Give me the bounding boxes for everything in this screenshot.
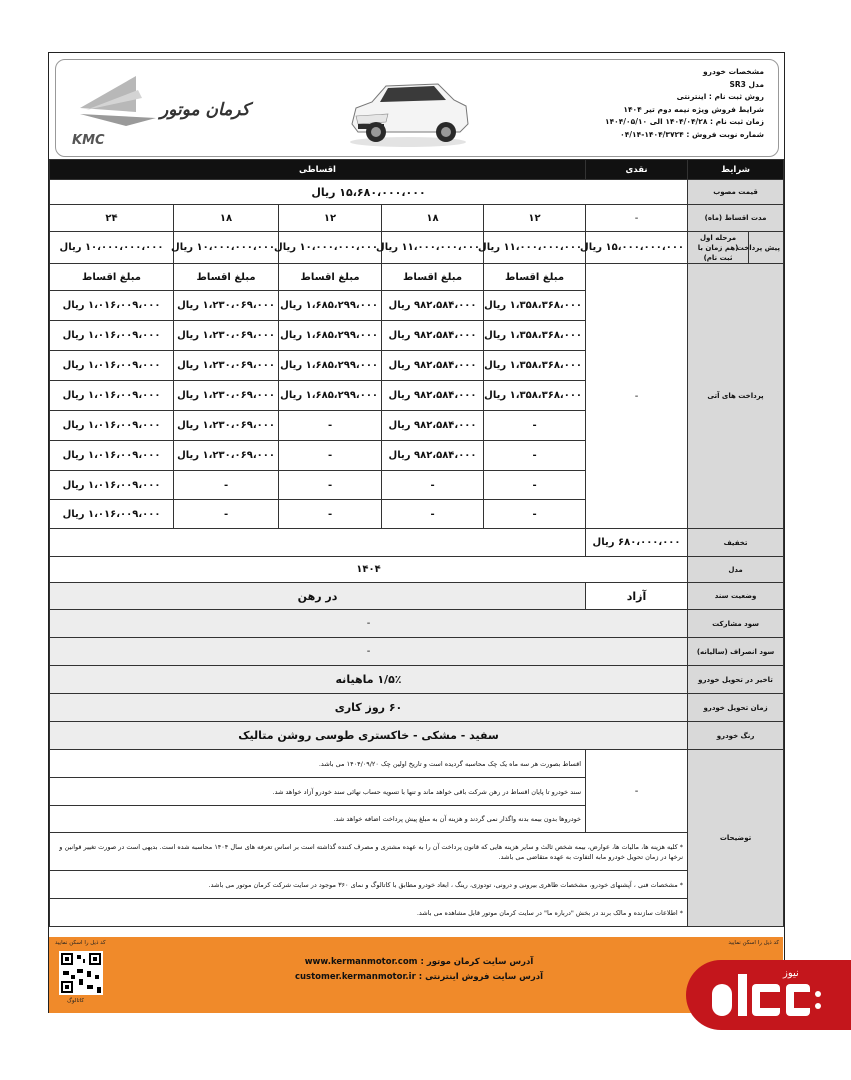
first-stage-title: مرحله اول xyxy=(699,233,737,242)
inst-cell: ۱،۰۱۶،۰۰۹،۰۰۰ ریال xyxy=(50,291,174,321)
price-table xyxy=(49,159,784,927)
table-header-row xyxy=(50,160,784,180)
model-value: ۱۴۰۴ xyxy=(50,557,688,583)
inst-cell: ۱،۶۸۵،۲۹۹،۰۰۰ ریال xyxy=(279,321,382,351)
table-row xyxy=(50,638,784,666)
col-installment: اقساطی xyxy=(50,160,586,180)
delay-value: ۱/۵٪ ماهیانه xyxy=(50,666,688,694)
inst-cell: ۱،۶۸۵،۲۹۹،۰۰۰ ریال xyxy=(279,351,382,381)
period-line: زمان ثبت نام : ۱۴۰۴/۰۴/۲۸ الی ۱۴۰۴/۰۵/۱۰ xyxy=(605,117,764,126)
note-general: * کلیه هزینه ها، مالیات ها، عوارض، بیمه شخص ثالث و سایر هزینه هایی که قانون پرداخت آن را به عهده مشتری و مصرف کننده گذاشته است بر اساس تعرفه های سال ۱۴۰۴ محاسبه شده است. بدیهی است در صورت تغییر قوانین و نرخها در زمان تحویل خودرو مابه التفاوت به عهده متقاضی می باشد. xyxy=(50,833,688,871)
inst-cell: - xyxy=(279,441,382,471)
notes-cash: - xyxy=(586,750,688,833)
inst-cell: - xyxy=(484,500,586,529)
note-general: * اطلاعات سازنده و مالک برند در بخش "درباره ما" در سایت کرمان موتور قابل مشاهده می باشد. xyxy=(50,899,688,927)
table-row xyxy=(50,232,784,264)
col-cash: نقدی xyxy=(586,160,688,180)
inst-cell: ۱،۲۳۰،۰۶۹،۰۰۰ ریال xyxy=(174,381,279,411)
doc-label: وضعیت سند xyxy=(688,583,784,610)
car-image-icon xyxy=(342,72,474,150)
note-line: سند خودرو تا پایان اقساط در رهن شرکت باقی خواهد ماند و تنها با تسویه حساب نهائی سند خودرو آزاد خواهد شد. xyxy=(50,778,586,806)
delivery-label: زمان تحویل خودرو xyxy=(688,694,784,722)
table-row xyxy=(50,264,784,291)
inst-cell: ۱،۰۱۶،۰۰۹،۰۰۰ ریال xyxy=(50,441,174,471)
table-row xyxy=(50,666,784,694)
color-label: رنگ خودرو xyxy=(688,722,784,750)
duration-label: مدت اقساط (ماه) xyxy=(688,205,784,232)
inst-cell: - xyxy=(174,500,279,529)
inst-cell: - xyxy=(279,471,382,500)
prepay-cell: ۱۱،۰۰۰،۰۰۰،۰۰۰ ریال xyxy=(382,232,484,264)
website-block xyxy=(259,955,579,985)
qr-left-caption: کد ذیل را اسکن نمایید xyxy=(55,940,106,946)
duration-cell: ۱۸ xyxy=(174,205,279,232)
conditions-line: شرایط فروش ویژه نیمه دوم تیر ۱۴۰۴ xyxy=(623,104,764,114)
prepay-cell: ۱۰،۰۰۰،۰۰۰،۰۰۰ ریال xyxy=(279,232,382,264)
table-row xyxy=(50,583,784,610)
inst-cell: ۱،۰۱۶،۰۰۹،۰۰۰ ریال xyxy=(50,500,174,529)
col-conditions: شرایط xyxy=(688,160,784,180)
inst-cell: ۱،۶۸۵،۲۹۹،۰۰۰ ریال xyxy=(279,381,382,411)
inst-cell: ۱،۰۱۶،۰۰۹،۰۰۰ ریال xyxy=(50,471,174,500)
prepay-label: پیش پرداخت xyxy=(749,232,784,264)
inst-cell: ۱،۳۵۸،۳۶۸،۰۰۰ ریال xyxy=(484,351,586,381)
inst-cell: ۹۸۲،۵۸۴،۰۰۰ ریال xyxy=(382,321,484,351)
news-watermark-icon xyxy=(686,960,851,1030)
inst-cell: - xyxy=(382,471,484,500)
site-main-link[interactable]: آدرس سایت کرمان موتور : www.kermanmotor.com xyxy=(304,957,534,967)
cancel-label: سود انصراف (سالیانه) xyxy=(688,638,784,666)
discount-cash: ۶۸۰،۰۰۰،۰۰۰ ریال xyxy=(586,529,688,557)
inst-cell: ۱،۲۳۰،۰۶۹،۰۰۰ ریال xyxy=(174,321,279,351)
specs-title: مشخصات خودرو xyxy=(703,67,764,76)
table-row xyxy=(50,833,784,871)
doc-inst: در رهن xyxy=(50,583,586,610)
table-row xyxy=(50,557,784,583)
notes-label: توضیحات xyxy=(688,750,784,927)
inst-cell: ۱،۳۵۸،۳۶۸،۰۰۰ ریال xyxy=(484,321,586,351)
table-row xyxy=(50,871,784,899)
partnership-label: سود مشارکت xyxy=(688,610,784,638)
duration-cell: ۱۲ xyxy=(279,205,382,232)
inst-cell: ۹۸۲،۵۸۴،۰۰۰ ریال xyxy=(382,351,484,381)
qr-code-icon[interactable] xyxy=(59,951,103,995)
note-general: * مشخصات فنی ، آپشنهای خودرو، مشخصات ظاهری بیرونی و درونی، تودوزی، رینگ ، ابعاد خودرو مطابق با کاتالوگ و نمای ۳۶۰ موجود در سایت شرکت کرمان موتور می باشد. xyxy=(50,871,688,899)
inst-cell: ۱،۲۳۰،۰۶۹،۰۰۰ ریال xyxy=(174,291,279,321)
inst-amount-header: مبلغ اقساط xyxy=(279,264,382,291)
inst-amount-header: مبلغ اقساط xyxy=(50,264,174,291)
inst-cell: ۱،۰۱۶،۰۰۹،۰۰۰ ریال xyxy=(50,351,174,381)
table-row xyxy=(50,205,784,232)
sheet-footer xyxy=(49,937,783,1013)
future-label: پرداخت های آتی xyxy=(688,264,784,529)
partnership-value: - xyxy=(50,610,688,638)
cash-duration: - xyxy=(586,205,688,232)
inst-cell: - xyxy=(484,441,586,471)
number-line: شماره نوبت فروش : ۱۴۰۴/۳۷۲۴-۰۴/۱۴ xyxy=(620,129,764,139)
note-line: خودروها بدون بیمه بدنه واگذار نمی گردند و هزینه آن به مبلغ پیش پرداخت اضافه خواهد شد. xyxy=(50,806,586,833)
table-row xyxy=(50,180,784,205)
prepay-cell: ۱۱،۰۰۰،۰۰۰،۰۰۰ ریال xyxy=(484,232,586,264)
inst-cell: - xyxy=(174,471,279,500)
inst-cell: - xyxy=(484,411,586,441)
inst-cell: ۱،۳۵۸،۳۶۸،۰۰۰ ریال xyxy=(484,381,586,411)
spec-block xyxy=(514,66,764,141)
table-row xyxy=(50,610,784,638)
qr-right-caption: کد ذیل را اسکن نمایید xyxy=(728,940,779,946)
inst-cell: ۱،۰۱۶،۰۰۹،۰۰۰ ریال xyxy=(50,321,174,351)
color-value: سفید - مشکی - خاکستری طوسی روشن متالیک xyxy=(50,722,688,750)
model-label: مدل xyxy=(688,557,784,583)
discount-label: تخفیف xyxy=(688,529,784,557)
price-sheet xyxy=(48,52,785,1013)
svg-text:KMC: KMC xyxy=(72,133,105,148)
inst-cell: ۱،۳۵۸،۳۶۸،۰۰۰ ریال xyxy=(484,291,586,321)
sheet-header xyxy=(49,53,783,159)
cancel-value: - xyxy=(50,638,688,666)
future-cash: - xyxy=(586,264,688,529)
delivery-value: ۶۰ روز کاری xyxy=(50,694,688,722)
inst-cell: ۹۸۲،۵۸۴،۰۰۰ ریال xyxy=(382,291,484,321)
discount-inst xyxy=(50,529,586,557)
delay-label: تاخیر در تحویل خودرو xyxy=(688,666,784,694)
brand-wordmark: کرمان موتور xyxy=(160,100,250,120)
duration-cell: ۱۲ xyxy=(484,205,586,232)
inst-amount-header: مبلغ اقساط xyxy=(174,264,279,291)
approved-price-label: قیمت مصوب xyxy=(688,180,784,205)
watermark-text: نیوز xyxy=(783,968,799,979)
note-line: اقساط بصورت هر سه ماه یک چک محاسبه گردیده است و تاریخ اولین چک ۱۴۰۴/۰۹/۲۰ می باشد. xyxy=(50,750,586,778)
inst-cell: ۱،۲۳۰،۰۶۹،۰۰۰ ریال xyxy=(174,351,279,381)
method-line: روش ثبت نام : اینترنتی xyxy=(676,92,764,101)
inst-cell: ۱،۲۳۰،۰۶۹،۰۰۰ ریال xyxy=(174,411,279,441)
site-sales-link[interactable]: آدرس سایت فروش اینترنتی : customer.kermanmotor.ir xyxy=(294,972,544,982)
cash-prepay: ۱۵،۰۰۰،۰۰۰،۰۰۰ ریال xyxy=(586,232,688,264)
inst-cell: ۱،۲۳۰،۰۶۹،۰۰۰ ریال xyxy=(174,441,279,471)
inst-cell: - xyxy=(279,411,382,441)
model-line: مدل SR3 xyxy=(729,79,764,89)
inst-cell: ۹۸۲،۵۸۴،۰۰۰ ریال xyxy=(382,381,484,411)
duration-cell: ۱۸ xyxy=(382,205,484,232)
inst-cell: ۱،۰۱۶،۰۰۹،۰۰۰ ریال xyxy=(50,381,174,411)
inst-cell: ۱،۶۸۵،۲۹۹،۰۰۰ ریال xyxy=(279,291,382,321)
header-card xyxy=(55,59,779,157)
duration-cell: ۲۴ xyxy=(50,205,174,232)
kmc-logo-icon xyxy=(66,70,161,150)
table-row xyxy=(50,899,784,927)
doc-cash: آزاد xyxy=(586,583,688,610)
table-row xyxy=(50,722,784,750)
inst-cell: ۹۸۲،۵۸۴،۰۰۰ ریال xyxy=(382,411,484,441)
approved-price-value: ۱۵،۶۸۰،۰۰۰،۰۰۰ ریال xyxy=(50,180,688,205)
inst-cell: - xyxy=(279,500,382,529)
inst-amount-header: مبلغ اقساط xyxy=(382,264,484,291)
prepay-cell: ۱۰،۰۰۰،۰۰۰،۰۰۰ ریال xyxy=(50,232,174,264)
inst-cell: - xyxy=(484,471,586,500)
qr-left-sub: کاتالوگ xyxy=(67,998,84,1004)
table-row xyxy=(50,750,784,778)
table-row xyxy=(50,694,784,722)
inst-cell: ۹۸۲،۵۸۴،۰۰۰ ریال xyxy=(382,441,484,471)
inst-amount-header: مبلغ اقساط xyxy=(484,264,586,291)
inst-cell: ۱،۰۱۶،۰۰۹،۰۰۰ ریال xyxy=(50,411,174,441)
prepay-cell: ۱۰،۰۰۰،۰۰۰،۰۰۰ ریال xyxy=(174,232,279,264)
inst-cell: - xyxy=(382,500,484,529)
first-stage-sub: (هم زمان با ثبت نام) xyxy=(697,243,739,262)
table-row xyxy=(50,529,784,557)
